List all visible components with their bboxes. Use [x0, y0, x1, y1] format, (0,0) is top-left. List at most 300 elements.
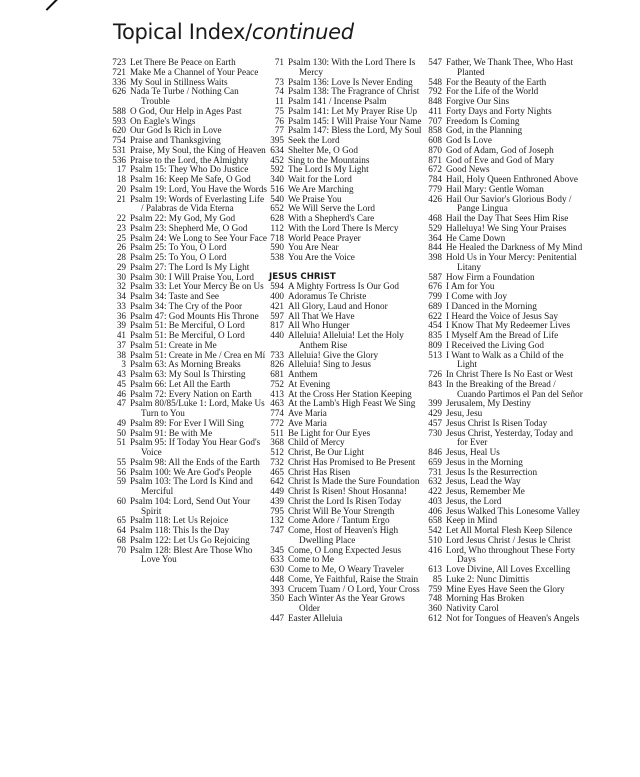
hymn-number: 33 [116, 300, 126, 311]
hymn-number: 422 [428, 486, 442, 496]
hymn-title: Psalm 19: Words of Everlasting Life / Palabras de Vida Eterna [130, 193, 265, 214]
hymn-title: Psalm 51: Be Merciful, O Lord [130, 330, 245, 340]
hymn-number: 18 [116, 174, 126, 184]
index-entry [108, 195, 268, 215]
hymn-number: 47 [116, 398, 126, 409]
hymn-title: Nativity Carol [446, 603, 499, 613]
hymn-number: 858 [428, 125, 442, 136]
hymn-number: 632 [428, 476, 442, 487]
hymn-number: 68 [116, 534, 126, 545]
hymn-number: 70 [116, 544, 126, 555]
hymn-number: 23 [116, 222, 126, 233]
hymn-number: 516 [270, 183, 284, 194]
hymn-title: Praise, My Soul, the King of Heaven [130, 144, 266, 155]
hymn-number: 846 [428, 447, 442, 457]
hymn-title: At Evening [288, 378, 331, 389]
hymn-title: God, in the Planning [446, 125, 523, 136]
hymn-title: I Want to Walk as a Child of the Light [446, 349, 564, 370]
hymn-title: Christ Is Made the Sure Foundation [288, 476, 420, 487]
hymn-number: 547 [428, 57, 442, 67]
hymn-title: Psalm 100: We Are God's People [130, 466, 252, 477]
hymn-number: 21 [116, 193, 126, 204]
hymn-number: 630 [270, 564, 284, 574]
hymn-number: 364 [428, 232, 442, 243]
hymn-title: Alleluia! Alleluia! Let the Holy Anthem Rise [288, 330, 404, 350]
hymn-title: How Firm a Foundation [446, 271, 535, 282]
hymn-title: Halleluya! We Sing Your Praises [446, 222, 567, 233]
hymn-title: For the Beauty of the Earth [446, 76, 547, 87]
hymn-number: 628 [270, 213, 284, 223]
index-entry [424, 58, 584, 78]
hymn-title: God of Adam, God of Joseph [446, 144, 554, 155]
hymn-number: 588 [112, 105, 126, 116]
hymn-number: 759 [428, 583, 442, 594]
index-entry [266, 614, 426, 624]
hymn-number: 449 [270, 486, 284, 496]
section-heading-jesus-christ: JESUS CHRIST [269, 271, 336, 282]
hymn-number: 593 [112, 115, 126, 126]
hymn-number: 29 [116, 261, 126, 272]
hymn-title: Each Winter As the Year Grows Older [288, 593, 405, 613]
index-entry [108, 399, 268, 419]
hymn-title: We Praise You [288, 193, 342, 204]
hymn-title: Crucem Tuam / O Lord, Your Cross [288, 583, 420, 594]
hymn-number: 540 [270, 193, 284, 204]
hymn-number: 730 [428, 427, 442, 438]
hymn-title: Christ Will Be Your Strength [288, 505, 395, 516]
hymn-title: Seek the Lord [288, 135, 340, 145]
hymn-number: 733 [270, 349, 284, 360]
hymn-number: 43 [116, 369, 126, 379]
hymn-number: 707 [428, 115, 442, 126]
hymn-title: Let There Be Peace on Earth [130, 57, 236, 67]
index-entry [424, 195, 584, 215]
section-entries-jesus-christ [266, 282, 426, 623]
hymn-number: 22 [116, 213, 126, 223]
hymn-number: 37 [116, 339, 126, 350]
index-entry [424, 380, 584, 400]
hymn-title: Jesus Walked This Lonesome Valley [446, 505, 580, 516]
hymn-title: Easter Alleluia [288, 612, 343, 623]
hymn-number: 843 [428, 378, 442, 389]
hymn-number: 360 [428, 603, 442, 613]
hymn-title: Come to Me [288, 554, 334, 565]
hymn-number: 64 [116, 525, 126, 535]
hymn-number: 413 [270, 388, 284, 399]
hymn-number: 626 [112, 86, 126, 97]
hymn-title: Psalm 130: With the Lord There Is Mercy [288, 57, 416, 77]
hymn-number: 510 [428, 534, 442, 545]
index-column-2 [266, 58, 426, 624]
hymn-title: I Know That My Redeemer Lives [446, 320, 571, 331]
hymn-title: Psalm 51: Create in Me [130, 339, 217, 350]
index-entry [266, 253, 426, 263]
hymn-title: All That We Have [288, 310, 355, 321]
hymn-title: Not for Tongues of Heaven's Angels [446, 612, 580, 623]
hymn-number: 463 [270, 398, 284, 409]
hymn-title: I Danced in the Morning [446, 300, 537, 311]
hymn-number: 452 [270, 154, 284, 165]
hymn-title: I Received the Living God [446, 339, 544, 350]
hymn-number: 340 [270, 174, 284, 184]
hymn-title: You Are the Voice [288, 252, 355, 262]
hymn-title: Ave Maria [288, 417, 327, 428]
hymn-title: He Healed the Darkness of My Mind [446, 242, 583, 253]
hymn-number: 112 [270, 222, 284, 233]
hymn-title: Adoramus Te Christe [288, 291, 367, 301]
hymn-number: 38 [116, 349, 126, 360]
hymn-title: Wait for the Lord [288, 174, 352, 184]
hymn-number: 512 [270, 447, 284, 457]
hymn-title: Forty Days and Forty Nights [446, 105, 552, 116]
index-entry [108, 438, 268, 458]
hymn-title: Psalm 24: We Long to See Your Face [130, 232, 267, 243]
hymn-number: 723 [112, 57, 126, 67]
hymn-title: Jesu, Jesu [446, 408, 483, 418]
hymn-title: Jesus Christ Is Risen Today [446, 417, 548, 428]
hymn-number: 597 [270, 310, 284, 321]
hymn-number: 411 [428, 105, 442, 116]
hymn-title: Hail, Holy Queen Enthroned Above [446, 174, 578, 184]
hymn-number: 71 [274, 57, 284, 67]
hymn-title: God of Eve and God of Mary [446, 154, 555, 165]
hymn-title: Psalm 104: Lord, Send Out Your Spirit [130, 495, 251, 516]
hymn-title: Good News [446, 164, 490, 175]
hymn-number: 439 [270, 495, 284, 506]
hymn-number: 622 [428, 310, 442, 321]
index-entry [108, 546, 268, 566]
hymn-number: 65 [116, 515, 126, 526]
hymn-number: 784 [428, 174, 442, 184]
hymn-title: At the Lamb's High Feast We Sing [288, 398, 416, 409]
hymn-number: 536 [112, 154, 126, 165]
hymn-title: Freedom Is Coming [446, 115, 520, 126]
hymn-title: Psalm 145: I Will Praise Your Name [288, 115, 422, 126]
hymn-title: Christ Has Promised to Be Present [288, 456, 416, 467]
hymn-number: 336 [112, 76, 126, 87]
hymn-title: Psalm 16: Keep Me Safe, O God [130, 174, 251, 184]
hymn-number: 50 [116, 427, 126, 438]
hymn-number: 416 [428, 544, 442, 555]
hymn-title: Psalm 98: All the Ends of the Earth [130, 456, 260, 467]
hymn-number: 774 [270, 408, 284, 418]
hymn-number: 659 [428, 456, 442, 467]
hymn-title: Come, O Long Expected Jesus [288, 544, 402, 555]
hymn-title: Christ Is Risen! Shout Hosanna! [288, 486, 407, 496]
hymn-title: Psalm 51: Be Merciful, O Lord [130, 320, 245, 331]
hymn-number: 75 [274, 105, 284, 116]
hymn-number: 633 [270, 554, 284, 565]
hymn-number: 689 [428, 300, 442, 311]
hymn-title: We Will Serve the Lord [288, 203, 375, 214]
hymn-title: Psalm 95: If Today You Hear God's Voice [130, 437, 261, 457]
hymn-title: Psalm 27: The Lord Is My Light [130, 261, 250, 272]
hymn-number: 772 [270, 417, 284, 428]
hymn-number: 28 [116, 252, 126, 262]
hymn-number: 132 [270, 515, 284, 526]
hymn-number: 538 [270, 252, 284, 262]
hymn-number: 634 [270, 144, 284, 155]
hymn-title: Hail Our Savior's Glorious Body / Pange Lingua [446, 193, 572, 214]
hymn-title: God Is Love [446, 135, 492, 145]
index-entry [424, 351, 584, 371]
hymn-number: 400 [270, 291, 284, 301]
hymn-title: He Came Down [446, 232, 506, 243]
hymn-title: Come to Me, O Weary Traveler [288, 564, 404, 574]
hymn-title: Come Adore / Tantum Ergo [288, 515, 390, 526]
hymn-title: Father, We Thank Thee, Who Hast Planted [446, 57, 574, 77]
hymn-title: Christ Has Risen [288, 466, 351, 477]
hymn-title: Psalm 22: My God, My God [130, 213, 236, 223]
index-entry [424, 429, 584, 449]
hymn-title: Jesus Is the Resurrection [446, 466, 538, 477]
hymn-number: 395 [270, 135, 284, 145]
hymn-title: Psalm 25: To You, O Lord [130, 242, 227, 253]
index-entry [266, 594, 426, 614]
hymn-title: We Are Marching [288, 183, 354, 194]
hymn-number: 676 [428, 281, 442, 292]
hymn-number: 681 [270, 369, 284, 379]
hymn-title: Hail the Day That Sees Him Rise [446, 213, 569, 223]
index-entry [424, 614, 584, 624]
hymn-number: 39 [116, 320, 126, 331]
index-entry [266, 526, 426, 546]
index-entry [424, 253, 584, 273]
hymn-number: 345 [270, 544, 284, 555]
hymn-title: Alleluia! Give the Glory [288, 349, 379, 360]
hymn-number: 747 [270, 525, 284, 535]
hymn-number: 41 [116, 330, 126, 340]
hymn-title: Jesus, Lead the Way [446, 476, 521, 487]
hymn-number: 465 [270, 466, 284, 477]
hymn-title: Let All Mortal Flesh Keep Silence [446, 525, 573, 535]
hymn-title: Morning Has Broken [446, 593, 525, 604]
hymn-number: 77 [274, 125, 284, 136]
index-entry [266, 331, 426, 351]
hymn-title: Psalm 128: Blest Are Those Who Love You [130, 544, 253, 565]
hymn-title: Psalm 72: Every Nation on Earth [130, 388, 252, 399]
hymn-number: 350 [270, 593, 284, 604]
hymn-title: I Am for You [446, 281, 495, 292]
hymn-title: Jesus, Heal Us [446, 447, 500, 457]
hymn-number: 731 [428, 466, 442, 477]
hymn-title: Psalm 141: Let My Prayer Rise Up [288, 105, 418, 116]
index-entry [108, 477, 268, 497]
hymn-title: At the Cross Her Station Keeping [288, 388, 412, 399]
hymn-title: Psalm 136: Love Is Never Ending [288, 76, 413, 87]
hymn-title: I Heard the Voice of Jesus Say [446, 310, 558, 321]
hymn-number: 46 [116, 388, 126, 399]
hymn-title: Praise to the Lord, the Almighty [130, 154, 249, 165]
hymn-number: 76 [274, 115, 284, 126]
hymn-title: The Lord Is My Light [288, 164, 369, 175]
index-entry [424, 546, 584, 566]
hymn-title: Sing to the Mountains [288, 154, 370, 165]
hymn-title: Psalm 47: God Mounts His Throne [130, 310, 259, 321]
index-column-3 [424, 58, 584, 624]
index-entry [108, 497, 268, 517]
hymn-title: Psalm 25: To You, O Lord [130, 252, 227, 262]
hymn-title: Psalm 15: They Who Do Justice [130, 164, 249, 175]
hymn-title: Love Divine, All Loves Excelling [446, 564, 571, 574]
hymn-number: 529 [428, 222, 442, 233]
hymn-number: 59 [116, 476, 126, 487]
hymn-number: 3 [121, 359, 126, 370]
hymn-title: Jesus, Remember Me [446, 486, 525, 496]
hymn-number: 429 [428, 408, 442, 418]
hymn-number: 32 [116, 281, 126, 292]
hymn-title: Psalm 147: Bless the Lord, My Soul [288, 125, 422, 136]
hymn-number: 454 [428, 320, 442, 331]
hymn-title: In the Breaking of the Bread / Cuando Partimos el Pan del Señor [446, 378, 583, 399]
hymn-title: Psalm 51: Create in Me / Crea en Mí [130, 349, 266, 360]
hymn-title: Psalm 89: For Ever I Will Sing [130, 417, 244, 428]
hymn-title: Psalm 80/85/Luke 1: Lord, Make Us Turn to You [130, 398, 265, 418]
hymn-title: World Peace Prayer [288, 232, 361, 243]
hymn-number: 620 [112, 125, 126, 136]
hymn-number: 754 [112, 135, 126, 145]
hymn-title: Psalm 23: Shepherd Me, O God [130, 222, 248, 233]
hymn-number: 592 [270, 164, 284, 175]
hymn-title: Keep in Mind [446, 515, 498, 526]
hymn-title: Psalm 63: My Soul Is Thirsting [130, 369, 246, 379]
hymn-number: 718 [270, 232, 284, 243]
hymn-title: With a Shepherd's Care [288, 213, 375, 223]
hymn-title: Hail Mary: Gentle Woman [446, 183, 544, 194]
hymn-number: 513 [428, 349, 442, 360]
hymn-title: Jesus, the Lord [446, 495, 502, 506]
hymn-number: 721 [112, 66, 126, 77]
page-title-continued: continued [251, 20, 354, 44]
index-entry [108, 87, 268, 107]
hymn-number: 870 [428, 144, 442, 155]
hymn-number: 440 [270, 330, 284, 340]
hymn-title: Mine Eyes Have Seen the Glory [446, 583, 565, 594]
hymn-number: 25 [116, 232, 126, 243]
hymn-number: 799 [428, 291, 442, 301]
hymn-number: 792 [428, 86, 442, 97]
hymn-number: 368 [270, 437, 284, 448]
hymn-title: Come, Host of Heaven's High Dwelling Place [288, 525, 399, 545]
hymn-number: 45 [116, 378, 126, 389]
hymn-title: Psalm 30: I Will Praise You, Lord [130, 271, 255, 282]
hymn-number: 672 [428, 164, 442, 175]
hymn-number: 26 [116, 242, 126, 253]
hymn-number: 34 [116, 291, 126, 301]
hymn-title: Christ, Be Our Light [288, 447, 365, 457]
hymn-number: 826 [270, 359, 284, 370]
hymn-title: Our God Is Rich in Love [130, 125, 222, 136]
hymn-number: 406 [428, 505, 442, 516]
hymn-number: 613 [428, 564, 442, 574]
hymn-title: Psalm 34: Taste and See [130, 291, 220, 301]
hymn-number: 809 [428, 339, 442, 350]
hymn-number: 548 [428, 76, 442, 87]
hymn-title: On Eagle's Wings [130, 115, 196, 126]
hymn-title: Psalm 19: Lord, You Have the Words [130, 183, 267, 194]
hymn-number: 642 [270, 476, 284, 487]
hymn-title: Psalm 138: The Fragrance of Christ [288, 86, 420, 97]
hymn-number: 399 [428, 398, 442, 409]
hymn-number: 871 [428, 154, 442, 165]
hymn-number: 652 [270, 203, 284, 214]
hymn-number: 658 [428, 515, 442, 526]
hymn-number: 403 [428, 495, 442, 506]
index-column-2-entries [266, 58, 426, 263]
hymn-title: Lord, Who throughout These Forty Days [446, 544, 576, 565]
hymn-number: 726 [428, 369, 442, 379]
hymn-number: 85 [432, 573, 442, 584]
hymn-title: Make Me a Channel of Your Peace [130, 66, 259, 77]
hymn-number: 56 [116, 466, 126, 477]
hymn-title: Psalm 66: Let All the Earth [130, 378, 231, 389]
hymn-number: 55 [116, 456, 126, 467]
hymn-title: I Myself Am the Bread of Life [446, 330, 559, 340]
hymn-title: You Are Near [288, 242, 339, 253]
hymn-title: Jesus Christ, Yesterday, Today and for Ever [446, 427, 573, 448]
hymn-title: In Christ There Is No East or West [446, 369, 573, 379]
hymn-title: Psalm 63: As Morning Breaks [130, 359, 241, 370]
hymn-number: 17 [116, 164, 126, 175]
hymn-title: Praise and Thanksgiving [130, 135, 221, 145]
hymn-number: 60 [116, 495, 126, 506]
hymn-number: 844 [428, 242, 442, 253]
hymn-number: 848 [428, 96, 442, 106]
hymn-title: I Come with Joy [446, 291, 507, 301]
hymn-number: 393 [270, 583, 284, 594]
hymn-title: Nada Te Turbe / Nothing Can Trouble [130, 86, 239, 106]
hymn-title: Hold Us in Your Mercy: Penitential Litany [446, 252, 577, 272]
hymn-title: For the Life of the World [446, 86, 539, 97]
hymn-number: 51 [116, 437, 126, 448]
hymn-title: My Soul in Stillness Waits [130, 76, 228, 87]
hymn-title: Jesus in the Morning [446, 456, 523, 467]
hymn-title: Ave Maria [288, 408, 327, 418]
hymn-number: 36 [116, 310, 126, 321]
hymn-number: 732 [270, 456, 284, 467]
hymn-number: 795 [270, 505, 284, 516]
hymn-number: 74 [274, 86, 284, 97]
hymn-title: O God, Our Help in Ages Past [130, 105, 242, 116]
hymn-title: Psalm 34: The Cry of the Poor [130, 300, 243, 311]
hymn-number: 448 [270, 573, 284, 584]
page-title-main: Topical Index/ [113, 20, 252, 44]
hymn-number: 511 [270, 427, 284, 438]
hymn-number: 594 [270, 281, 284, 292]
hymn-number: 447 [270, 612, 284, 623]
hymn-title: Alleluia! Sing to Jesus [288, 359, 371, 370]
hymn-title: All Who Hunger [288, 320, 350, 331]
hymn-number: 398 [428, 252, 442, 262]
corner-crop-mark [46, 0, 59, 11]
hymn-number: 49 [116, 417, 126, 428]
hymn-number: 779 [428, 183, 442, 194]
hymn-title: Child of Mercy [288, 437, 345, 448]
page-title [113, 20, 354, 44]
hymn-title: Christ the Lord Is Risen Today [288, 495, 402, 506]
hymn-number: 11 [275, 96, 284, 106]
hymn-title: Luke 2: Nunc Dimittis [446, 573, 529, 584]
hymn-number: 608 [428, 135, 442, 145]
hymn-number: 421 [270, 300, 284, 311]
hymn-number: 468 [428, 213, 442, 223]
hymn-title: Psalm 118: This Is the Day [130, 525, 230, 535]
hymn-title: Forgive Our Sins [446, 96, 510, 106]
hymn-title: Come, Ye Faithful, Raise the Strain [288, 573, 419, 584]
hymn-title: Jerusalem, My Destiny [446, 398, 531, 409]
hymn-title: Be Light for Our Eyes [288, 427, 371, 438]
hymn-title: Psalm 103: The Lord Is Kind and Merciful [130, 476, 253, 496]
